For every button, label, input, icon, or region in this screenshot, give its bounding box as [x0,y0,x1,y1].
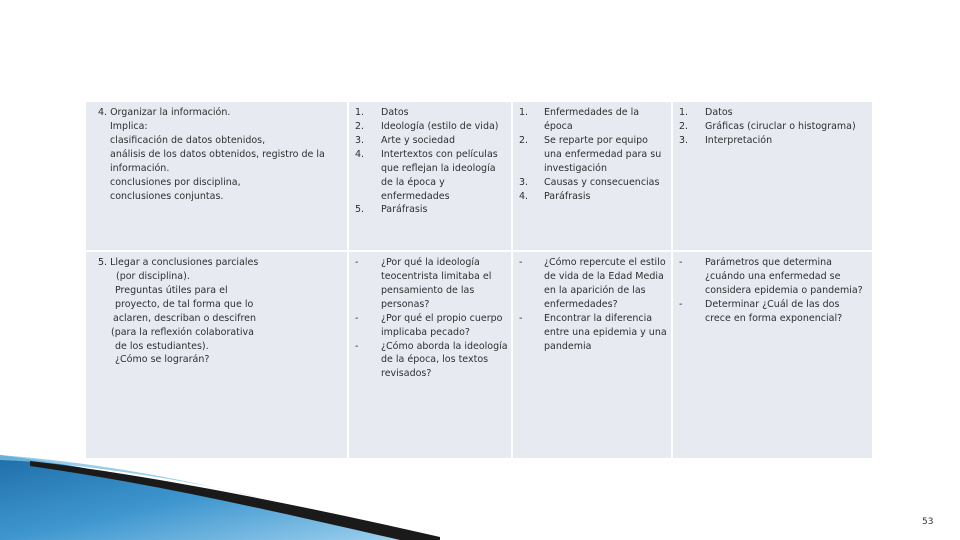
row2-col1-line: 5. Llegar a conclusiones parciales [98,257,259,268]
row2-col3-line: enfermedades? [544,299,618,310]
list-marker: 1. [679,107,689,118]
row2-col1-line: Preguntas útiles para el [115,285,228,296]
row1-col1-line: Implica: [110,121,148,132]
row1-col3-line: investigación [544,163,607,174]
row1-col2-line: Paráfrasis [381,204,428,215]
row1-col1-line: conclusiones por disciplina, [110,177,241,188]
row2-col4-line: considera epidemia o pandemia? [705,285,863,296]
row2-col3-line: en la aparición de las [544,285,646,296]
row1-col2-line: Intertextos con películas [381,149,498,160]
row2-col3-line: entre una epidemia y una [544,327,667,338]
row2-col1-line: proyecto, de tal forma que lo [115,299,254,310]
list-marker: - [679,299,683,310]
list-marker: 4. [519,191,529,202]
row2-col2-line: pensamiento de las [381,285,475,296]
row1-col1-line: información. [110,163,170,174]
row1-col1-line: 4. Organizar la información. [98,107,231,118]
list-marker: - [355,257,359,268]
list-marker: 2. [355,121,365,132]
row2-col3-line: ¿Cómo repercute el estilo [544,257,666,268]
row1-col3-line: Causas y consecuencias [544,177,660,188]
row1-col2-line: Arte y sociedad [381,135,455,146]
page-number: 53 [922,517,934,527]
list-marker: 3. [679,135,689,146]
row2-col2-line: ¿Cómo aborda la ideología [381,341,508,352]
list-marker: 1. [355,107,365,118]
row2-col2-line: de la época, los textos [381,354,489,365]
row1-col4-line: Gráficas (ciruclar o histograma) [705,121,856,132]
row1-col3-line: Paráfrasis [544,191,591,202]
row2-col3-line: pandemia [544,341,592,352]
row2-col4-line: Parámetros que determina [705,257,832,268]
list-marker: 2. [679,121,689,132]
row1-col3-line: Se reparte por equipo [544,135,648,146]
list-marker: - [519,313,523,324]
list-marker: 1. [519,107,529,118]
row1-col2-line: Ideología (estilo de vida) [381,121,499,132]
row2-col2-line: personas? [381,299,430,310]
row1-col4-line: Interpretación [705,135,773,146]
row2-col2-line: teocentrista limitaba el [381,271,492,282]
list-marker: 3. [355,135,365,146]
row1-col1-line: conclusiones conjuntas. [110,191,224,202]
row1-col2-line: que reflejan la ideología [381,163,496,174]
row1-col2-line: enfermedades [381,191,450,202]
row2-col2-line: implicaba pecado? [381,327,470,338]
list-marker: 2. [519,135,529,146]
row1-col3-line: una enfermedad para su [544,149,662,160]
row2-col4-line: crece en forma exponencial? [705,313,843,324]
row1-col2-line: de la época y [381,177,445,188]
list-marker: - [355,313,359,324]
list-marker: - [519,257,523,268]
row1-col1-line: análisis de los datos obtenidos, registro de la [110,149,325,160]
row1-col3-line: época [544,121,573,132]
row2-col1-line: (por disciplina). [116,271,190,282]
row2-col1-line: aclaren, describan o descifren [113,313,257,324]
row2-col3-line: Encontrar la diferencia [544,313,653,324]
row1-col2-line: Datos [381,107,409,118]
row2-col1-line: (para la reflexión colaborativa [111,327,254,338]
row2-col1-line: de los estudiantes). [115,341,209,352]
row2-col2-line: ¿Por qué la ideología [381,257,480,268]
row1-col1-line: clasificación de datos obtenidos, [110,135,266,146]
list-marker: 3. [519,177,529,188]
row2-col2-line: ¿Por qué el propio cuerpo [381,313,503,324]
row2-col4-line: ¿cuándo una enfermedad se [705,271,841,282]
list-marker: - [679,257,683,268]
row1-col3-line: Enfermedades de la [544,107,640,118]
list-marker: 5. [355,204,365,215]
row2-col3-line: de vida de la Edad Media [544,271,664,282]
list-marker: - [355,341,359,352]
list-marker: 4. [355,149,365,160]
row1-col4-line: Datos [705,107,733,118]
row2-col2-line: revisados? [381,368,432,379]
row2-col1-line: ¿Cómo se lograrán? [115,354,210,365]
row2-col4-line: Determinar ¿Cuál de las dos [705,299,840,310]
